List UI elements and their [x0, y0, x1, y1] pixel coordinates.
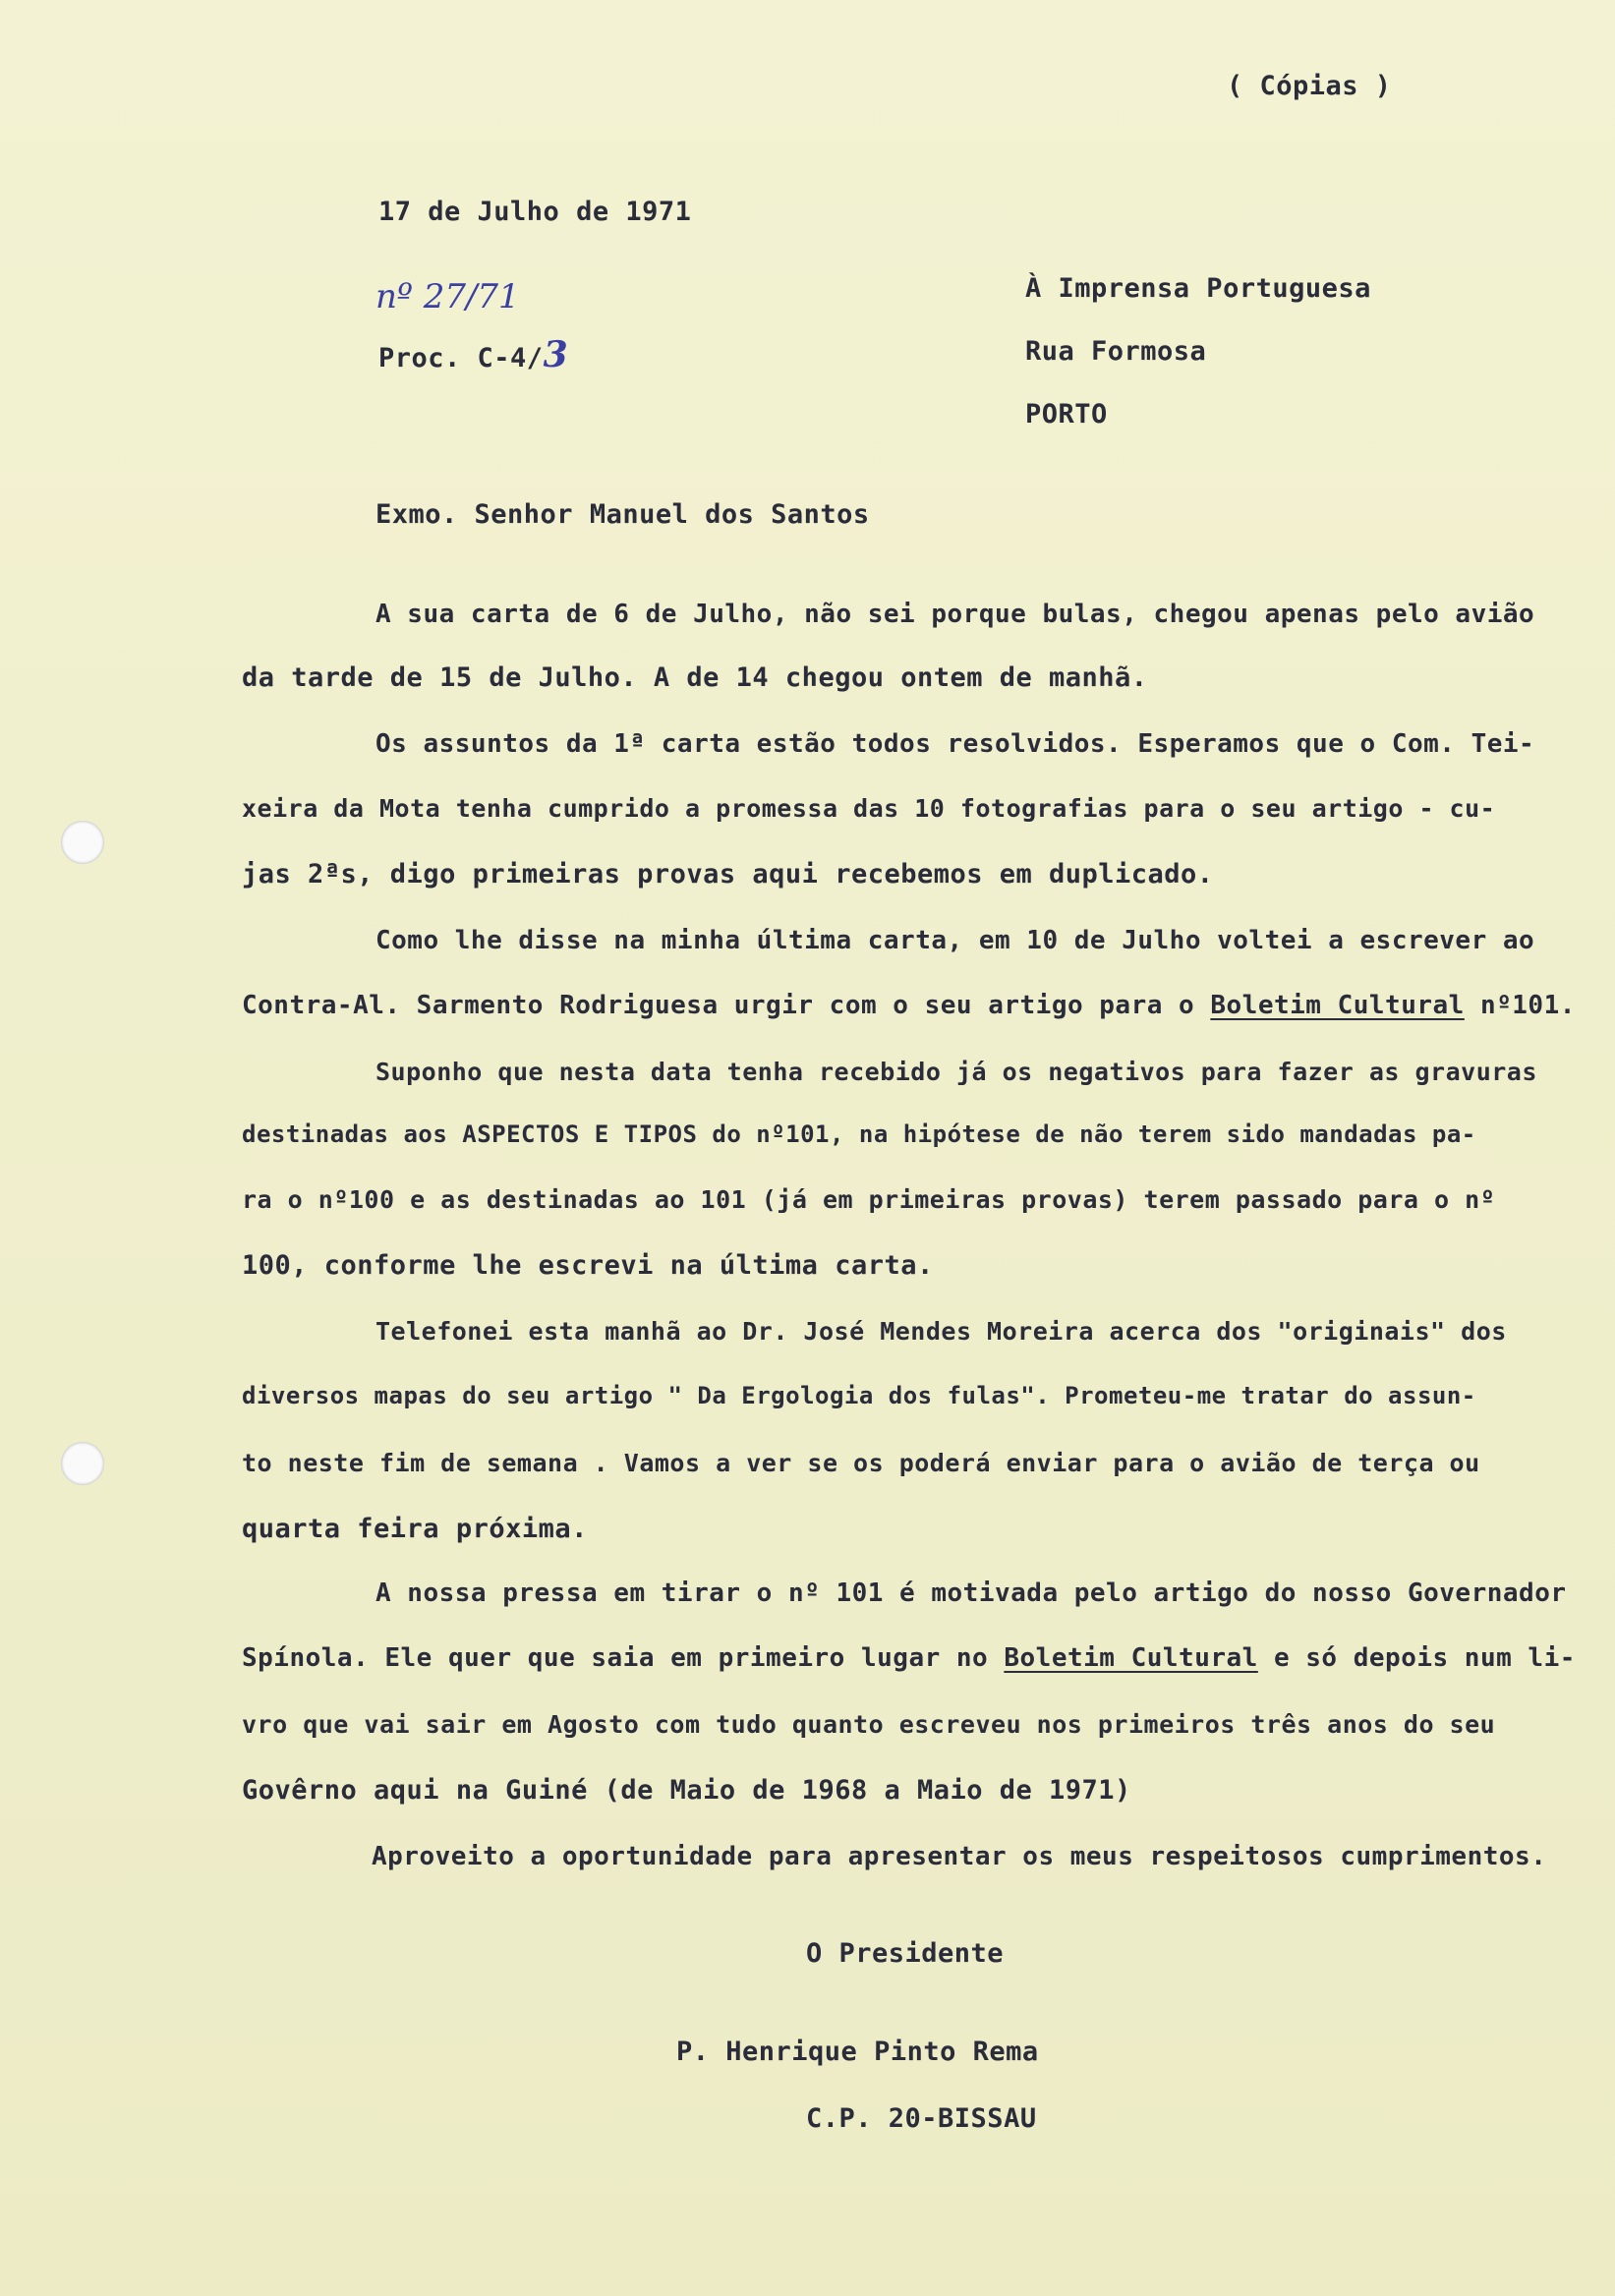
salutation: Exmo. Senhor Manuel dos Santos — [375, 499, 870, 530]
body-line-15: quarta feira próxima. — [242, 1514, 588, 1544]
body-line-17 — [242, 1643, 1576, 1673]
body-line-13: diversos mapas do seu artigo " Da Ergologia dos fulas". Prometeu-me tratar do assun- — [242, 1382, 1476, 1409]
body-line-1: A sua carta de 6 de Julho, não sei porque bulas, chegou apenas pelo avião — [375, 600, 1535, 629]
body-line-18: vro que vai sair em Agosto com tudo quanto escreveu nos primeiros três anos do seu — [242, 1710, 1496, 1739]
body-line-16: A nossa pressa em tirar o nº 101 é motivada pelo artigo do nosso Governador — [375, 1578, 1567, 1608]
process-reference-handwritten: 3 — [543, 334, 569, 375]
process-reference — [378, 334, 568, 375]
body-line-19: Govêrno aqui na Guiné (de Maio de 1968 a Maio de 1971) — [242, 1775, 1131, 1806]
letter-date: 17 de Julho de 1971 — [378, 197, 692, 227]
recipient-line-2: Rua Formosa — [1025, 336, 1207, 367]
process-reference-prefix: Proc. C-4/ — [378, 343, 544, 373]
body-line-20: Aproveito a oportunidade para apresentar os meus respeitosos cumprimentos. — [372, 1842, 1547, 1871]
body-line-14: to neste fim de semana . Vamos a ver se os poderá enviar para o avião de terça ou — [242, 1449, 1480, 1477]
body-line-17-end: e só depois num li- — [1257, 1643, 1576, 1673]
body-line-10: ra o nº100 e as destinadas ao 101 (já em primeiras provas) terem passado para o nº — [242, 1185, 1496, 1214]
punch-hole-top — [61, 821, 104, 864]
copias-label: ( Cópias ) — [1227, 71, 1392, 101]
body-line-7 — [242, 991, 1576, 1020]
signature-address: C.P. 20-BISSAU — [806, 2103, 1037, 2134]
body-line-11: 100, conforme lhe escrevi na última carta. — [242, 1250, 934, 1281]
recipient-line-1: À Imprensa Portuguesa — [1025, 273, 1371, 304]
body-line-7-end: nº101. — [1464, 991, 1576, 1020]
body-line-3: Os assuntos da 1ª carta estão todos resolvidos. Esperamos que o Com. Tei- — [375, 729, 1535, 759]
body-line-8: Suponho que nesta data tenha recebido já os negativos para fazer as gravuras — [375, 1058, 1537, 1086]
body-line-12: Telefonei esta manhã ao Dr. José Mendes Moreira acerca dos "originais" dos — [375, 1317, 1507, 1346]
body-line-4: xeira da Mota tenha cumprido a promessa das 10 fotografias para o seu artigo - cu- — [242, 794, 1496, 823]
recipient-line-3: PORTO — [1025, 399, 1108, 430]
body-line-5: jas 2ªs, digo primeiras provas aqui recebemos em duplicado. — [242, 859, 1214, 890]
body-line-9: destinadas aos ASPECTOS E TIPOS do nº101, na hipótese de não terem sido mandadas pa- — [242, 1120, 1476, 1148]
body-line-6: Como lhe disse na minha última carta, em 10 de Julho voltei a escrever ao — [375, 926, 1535, 955]
handwritten-reference-number: nº 27/71 — [375, 277, 520, 316]
boletim-cultural-underlined: Boletim Cultural — [1210, 991, 1465, 1020]
boletim-cultural-underlined-2: Boletim Cultural — [1004, 1643, 1258, 1673]
body-line-7-text: Contra-Al. Sarmento Rodriguesa urgir com o seu artigo para o — [242, 991, 1211, 1020]
body-line-17-text: Spínola. Ele quer que saia em primeiro lugar no — [242, 1643, 1005, 1673]
body-line-2: da tarde de 15 de Julho. A de 14 chegou ontem de manhã. — [242, 662, 1148, 693]
signature-title: O Presidente — [806, 1938, 1005, 1969]
punch-hole-bottom — [61, 1442, 104, 1485]
signature-name: P. Henrique Pinto Rema — [676, 2037, 1039, 2067]
